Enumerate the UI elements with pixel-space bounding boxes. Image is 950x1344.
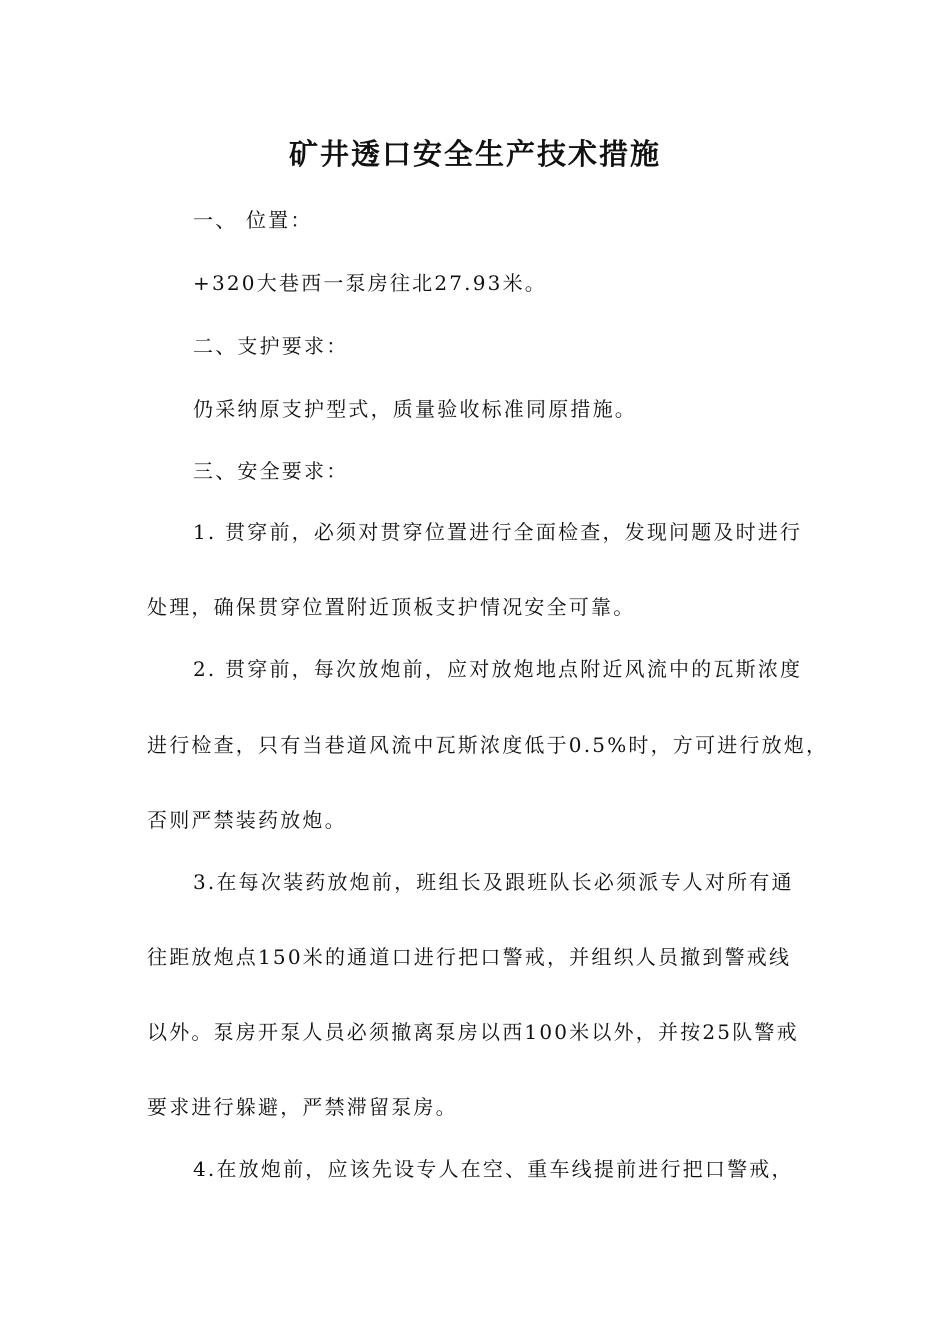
paragraph-line: 1. 贯穿前，必须对贯穿位置进行全面检查，发现问题及时进行 (193, 520, 803, 544)
paragraph-line: 处理，确保贯穿位置附近顶板支护情况安全可靠。 (147, 595, 636, 619)
paragraph-support: 仍采纳原支护型式，质量验收标准同原措施。 (193, 397, 637, 421)
paragraph-line: 否则严禁装药放炮。 (147, 808, 347, 832)
paragraph-line: 要求进行躲避，严禁滞留泵房。 (147, 1095, 458, 1119)
paragraph-line: 进行检查，只有当巷道风流中瓦斯浓度低于0.5%时，方可进行放炮， (147, 733, 829, 757)
document-title: 矿井透口安全生产技术措施 (288, 137, 661, 171)
paragraph-line: 4.在放炮前，应该先设专人在空、重车线提前进行把口警戒， (193, 1157, 794, 1181)
section-heading-location: 一、 位置： (193, 208, 313, 232)
paragraph-line: 往距放炮点150米的通道口进行把口警戒，并组织人员撤到警戒线 (147, 945, 792, 969)
section-heading-support: 二、支护要求： (193, 334, 349, 358)
paragraph-location: +320大巷西一泵房往北27.93米。 (193, 271, 547, 295)
section-heading-safety: 三、安全要求： (193, 459, 349, 483)
paragraph-line: 以外。泵房开泵人员必须撤离泵房以西100米以外，并按25队警戒 (147, 1020, 799, 1044)
paragraph-line: 2. 贯穿前，每次放炮前，应对放炮地点附近风流中的瓦斯浓度 (193, 657, 803, 681)
paragraph-line: 3.在每次装药放炮前，班组长及跟班队长必须派专人对所有通 (193, 870, 794, 894)
